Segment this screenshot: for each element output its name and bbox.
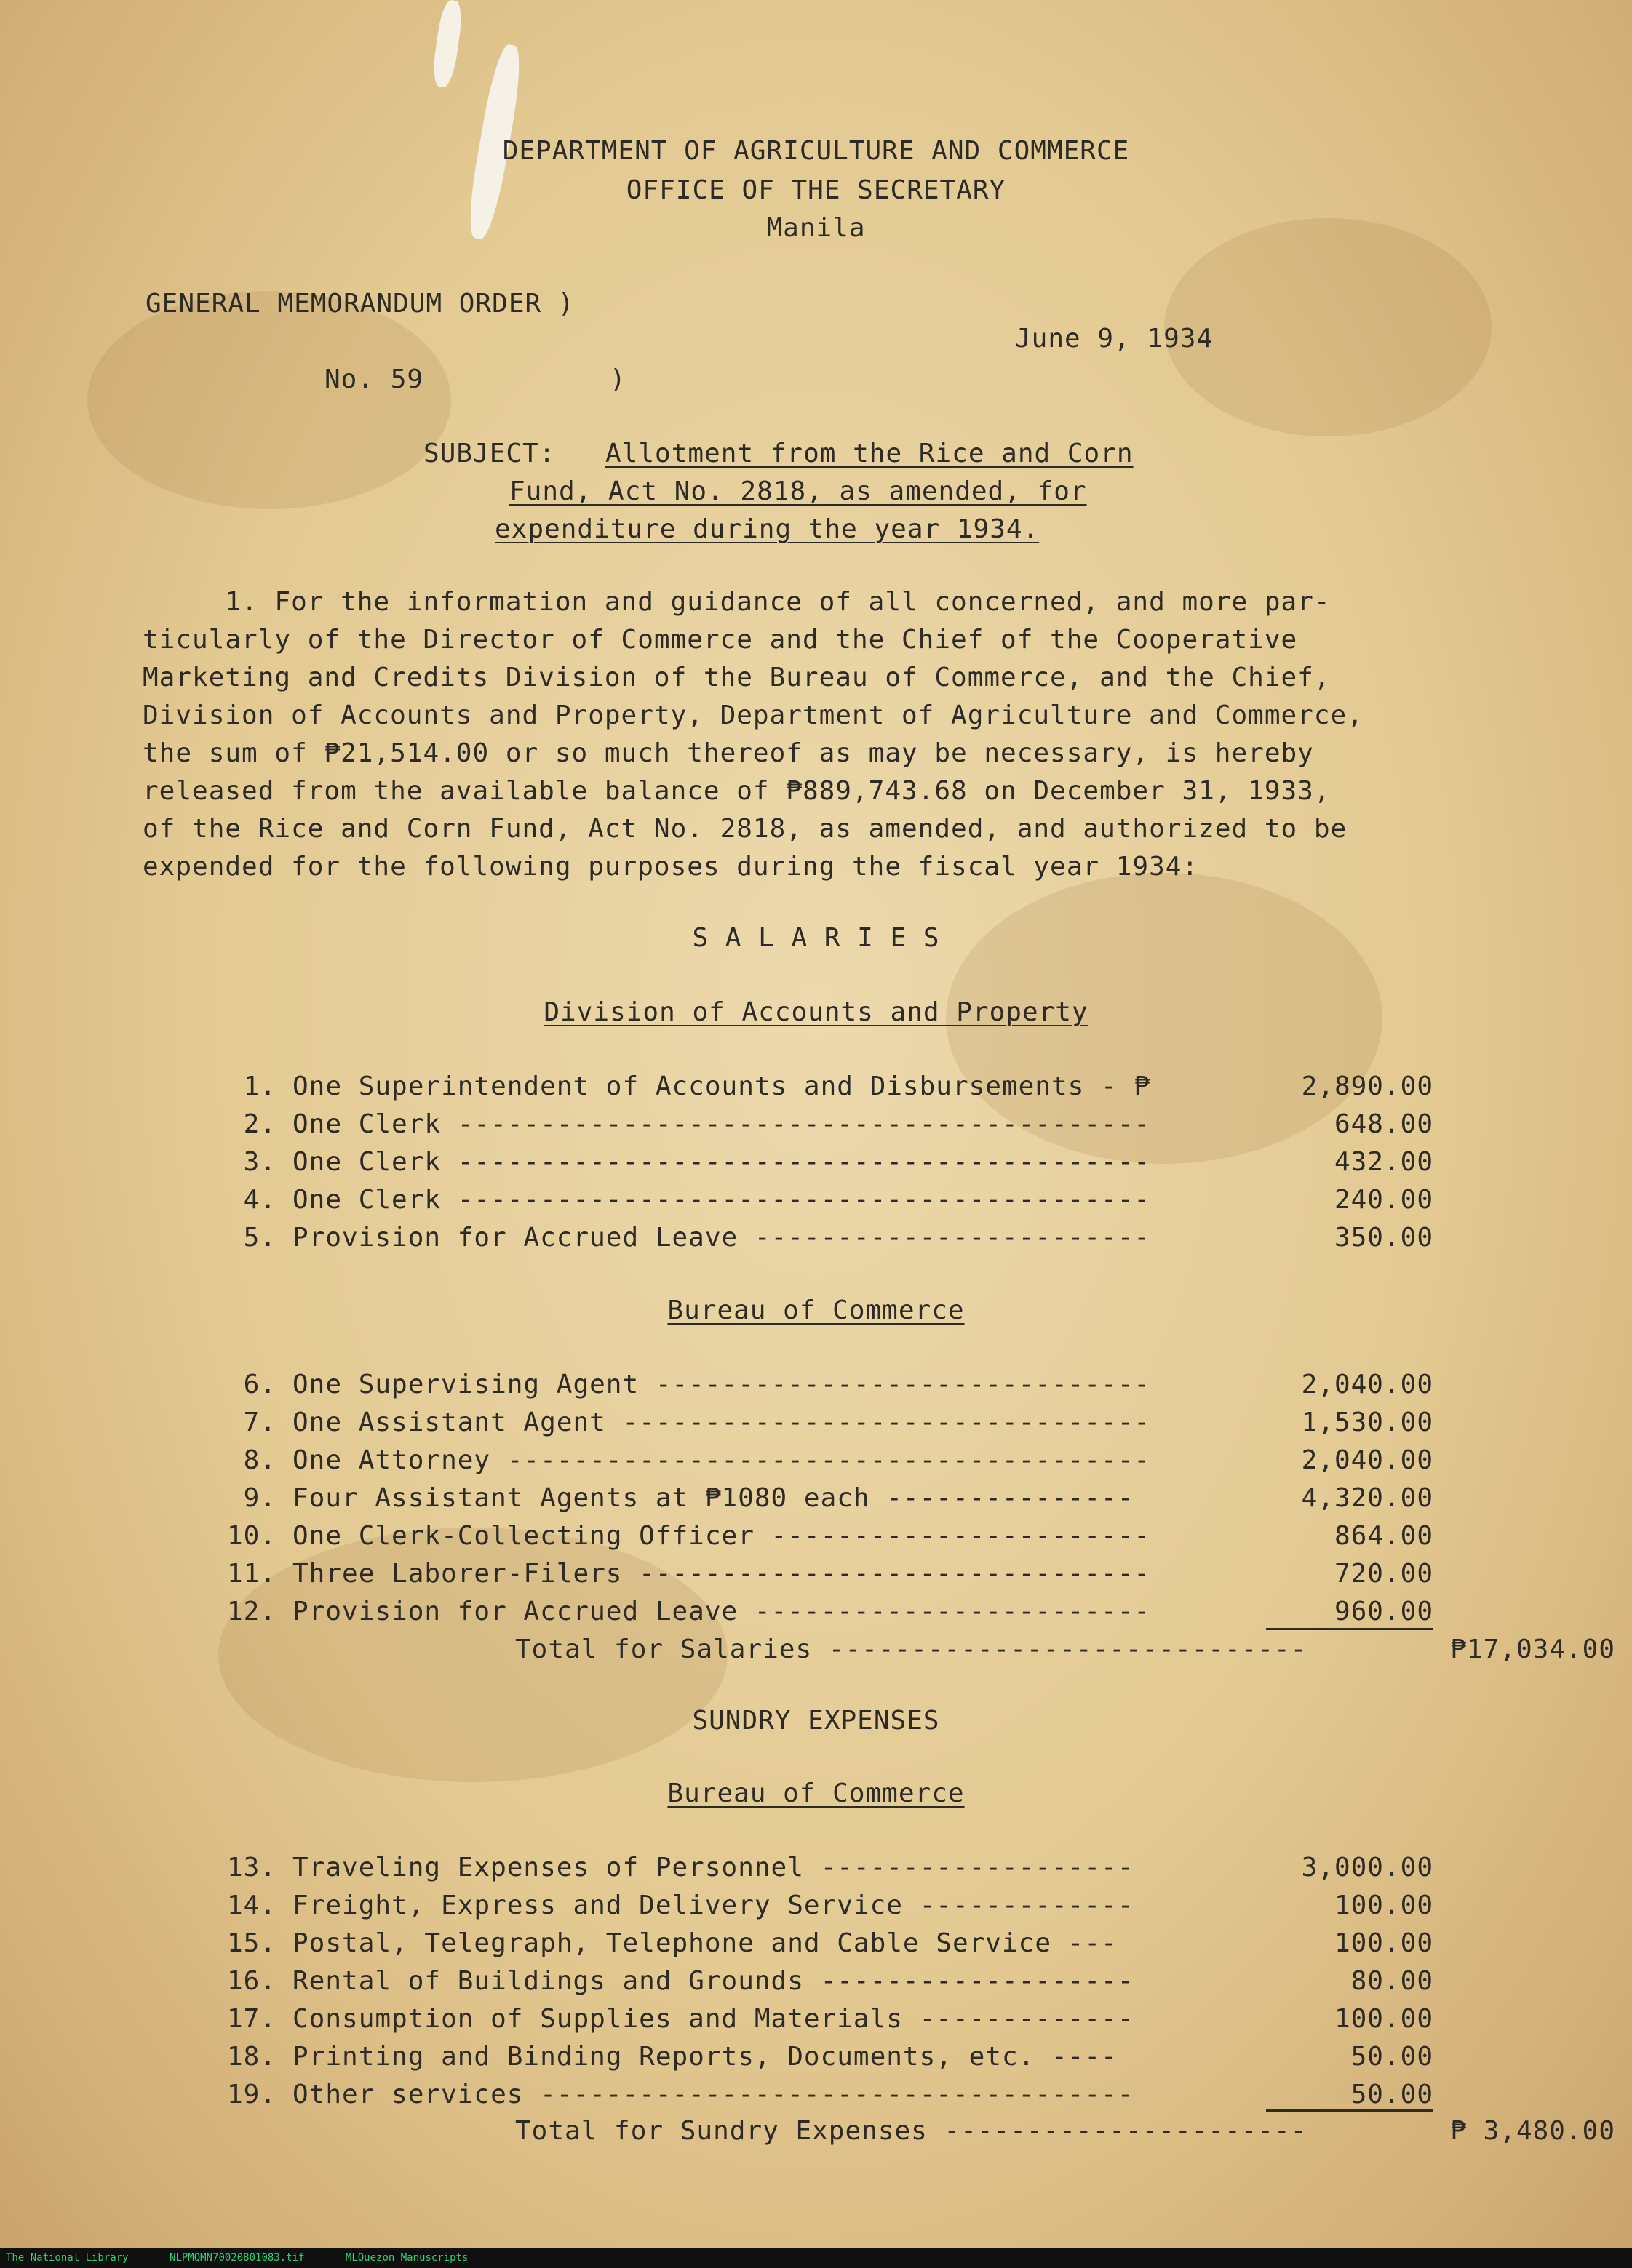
archive-footer bbox=[0, 2248, 1632, 2268]
item-number: 8. bbox=[243, 1445, 276, 1475]
item-number: 14. bbox=[226, 1890, 276, 1920]
item-amount: 2,040.00 bbox=[1301, 1370, 1433, 1399]
body-line: released from the available balance of ₱889,743.68 on December 31, 1933, bbox=[143, 776, 1331, 806]
item-description: One Superintendent of Accounts and Disbursements - ₱ bbox=[292, 1071, 1151, 1101]
bureau-heading: Bureau of Commerce bbox=[667, 1295, 965, 1325]
sundry-heading: SUNDRY EXPENSES bbox=[692, 1706, 940, 1736]
subject-label: SUBJECT: bbox=[423, 439, 556, 468]
body-line: of the Rice and Corn Fund, Act No. 2818, as amended, and authorized to be bbox=[143, 814, 1348, 844]
item-amount: 2,040.00 bbox=[1301, 1445, 1433, 1475]
footer-collection: MLQuezon Manuscripts bbox=[345, 2252, 469, 2264]
footer-library: The National Library bbox=[6, 2252, 129, 2264]
subject-line-3: expenditure during the year 1934. bbox=[495, 514, 1040, 544]
item-amount: 100.00 bbox=[1334, 1890, 1433, 1920]
subtotal-rule bbox=[1266, 2109, 1433, 2112]
item-amount: 864.00 bbox=[1334, 1521, 1433, 1551]
item-description: One Attorney --------------------------------------- bbox=[292, 1445, 1151, 1475]
item-description: Freight, Express and Delivery Service ------------- bbox=[292, 1890, 1134, 1920]
item-amount: 4,320.00 bbox=[1301, 1483, 1433, 1513]
item-number: 4. bbox=[243, 1185, 276, 1215]
item-description: Three Laborer-Filers ------------------------------- bbox=[292, 1559, 1151, 1589]
order-number: No. 59 bbox=[325, 364, 424, 394]
item-amount: 960.00 bbox=[1334, 1597, 1433, 1626]
item-amount: 50.00 bbox=[1350, 2042, 1433, 2072]
body-line: Division of Accounts and Property, Department of Agriculture and Commerce, bbox=[143, 700, 1364, 730]
order-title: GENERAL MEMORANDUM ORDER ) bbox=[146, 289, 575, 319]
item-number: 9. bbox=[243, 1483, 276, 1513]
item-description: One Clerk-Collecting Officer ----------------------- bbox=[292, 1521, 1151, 1551]
sundry-total-label: Total for Sundry Expenses ---------------------- bbox=[515, 2116, 1307, 2146]
item-amount: 80.00 bbox=[1350, 1966, 1433, 1996]
item-amount: 350.00 bbox=[1334, 1223, 1433, 1253]
item-description: Traveling Expenses of Personnel ------------------- bbox=[292, 1853, 1134, 1882]
item-description: Other services ------------------------------------ bbox=[292, 2080, 1134, 2109]
stain bbox=[87, 291, 451, 509]
item-number: 7. bbox=[243, 1407, 276, 1437]
header-office: OFFICE OF THE SECRETARY bbox=[626, 175, 1006, 205]
item-description: One Supervising Agent ------------------------------ bbox=[292, 1370, 1151, 1399]
stain bbox=[1164, 218, 1492, 436]
subtotal-rule bbox=[1266, 1628, 1433, 1630]
item-amount: 100.00 bbox=[1334, 2004, 1433, 2034]
body-line: 1. For the information and guidance of all concerned, and more par- bbox=[143, 587, 1331, 617]
item-description: Provision for Accrued Leave ------------------------ bbox=[292, 1597, 1151, 1626]
item-number: 10. bbox=[226, 1521, 276, 1551]
item-amount: 720.00 bbox=[1334, 1559, 1433, 1589]
item-description: One Assistant Agent -------------------------------- bbox=[292, 1407, 1151, 1437]
item-number: 16. bbox=[226, 1966, 276, 1996]
sundry-bureau-heading: Bureau of Commerce bbox=[667, 1778, 965, 1808]
item-amount: 648.00 bbox=[1334, 1109, 1433, 1139]
item-number: 11. bbox=[226, 1559, 276, 1589]
header-department: DEPARTMENT OF AGRICULTURE AND COMMERCE bbox=[502, 136, 1130, 166]
header-city: Manila bbox=[766, 213, 866, 243]
item-number: 17. bbox=[226, 2004, 276, 2034]
item-amount: 1,530.00 bbox=[1301, 1407, 1433, 1437]
item-description: Rental of Buildings and Grounds ------------------- bbox=[292, 1966, 1134, 1996]
sundry-total-amount: ₱ 3,480.00 bbox=[1450, 2116, 1615, 2146]
item-description: One Clerk ------------------------------------------ bbox=[292, 1109, 1151, 1139]
body-line: the sum of ₱21,514.00 or so much thereof as may be necessary, is hereby bbox=[143, 738, 1314, 768]
item-number: 3. bbox=[243, 1147, 276, 1177]
order-paren: ) bbox=[610, 364, 626, 394]
division-heading: Division of Accounts and Property bbox=[544, 997, 1088, 1027]
salaries-total-label: Total for Salaries ----------------------------- bbox=[515, 1634, 1307, 1664]
item-amount: 50.00 bbox=[1350, 2080, 1433, 2109]
item-description: Printing and Binding Reports, Documents, etc. ---- bbox=[292, 2042, 1118, 2072]
item-number: 15. bbox=[226, 1928, 276, 1958]
torn-mark bbox=[431, 0, 464, 89]
item-description: Consumption of Supplies and Materials ------------- bbox=[292, 2004, 1134, 2034]
item-number: 2. bbox=[243, 1109, 276, 1139]
body-line: Marketing and Credits Division of the Bureau of Commerce, and the Chief, bbox=[143, 663, 1331, 692]
item-number: 5. bbox=[243, 1223, 276, 1253]
item-number: 1. bbox=[243, 1071, 276, 1101]
item-description: Provision for Accrued Leave ------------------------ bbox=[292, 1223, 1151, 1253]
salaries-total-amount: ₱17,034.00 bbox=[1450, 1634, 1615, 1664]
item-amount: 432.00 bbox=[1334, 1147, 1433, 1177]
item-number: 12. bbox=[226, 1597, 276, 1626]
order-date: June 9, 1934 bbox=[1015, 324, 1214, 354]
item-amount: 3,000.00 bbox=[1301, 1853, 1433, 1882]
item-number: 18. bbox=[226, 2042, 276, 2072]
body-line: expended for the following purposes during the fiscal year 1934: bbox=[143, 852, 1199, 882]
item-amount: 240.00 bbox=[1334, 1185, 1433, 1215]
item-description: Postal, Telegraph, Telephone and Cable Service --- bbox=[292, 1928, 1118, 1958]
item-number: 6. bbox=[243, 1370, 276, 1399]
salaries-heading: S A L A R I E S bbox=[692, 923, 940, 953]
item-number: 19. bbox=[226, 2080, 276, 2109]
subject-line-1: Allotment from the Rice and Corn bbox=[605, 439, 1134, 468]
item-description: One Clerk ------------------------------------------ bbox=[292, 1185, 1151, 1215]
item-number: 13. bbox=[226, 1853, 276, 1882]
body-line: ticularly of the Director of Commerce and the Chief of the Cooperative bbox=[143, 625, 1298, 655]
item-description: Four Assistant Agents at ₱1080 each --------------- bbox=[292, 1483, 1134, 1513]
item-amount: 2,890.00 bbox=[1301, 1071, 1433, 1101]
footer-file: NLPMQMN70020801083.tif bbox=[170, 2252, 305, 2264]
item-amount: 100.00 bbox=[1334, 1928, 1433, 1958]
subject-line-2: Fund, Act No. 2818, as amended, for bbox=[509, 476, 1087, 506]
item-description: One Clerk ------------------------------------------ bbox=[292, 1147, 1151, 1177]
